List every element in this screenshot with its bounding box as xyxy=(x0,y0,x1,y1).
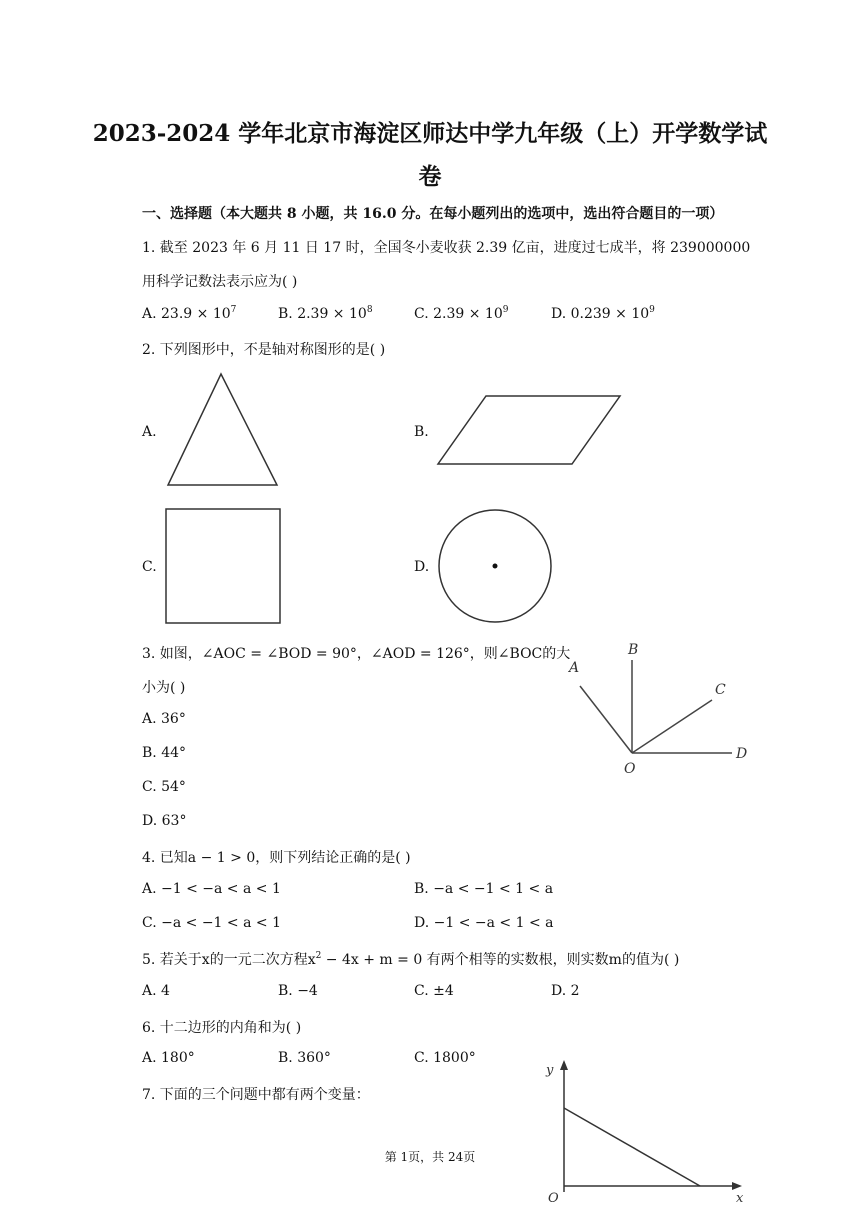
q3-stem-line1: 3. 如图，∠AOC = ∠BOD = 90°，∠AOD = 126°，则∠BOC的大 xyxy=(142,646,571,662)
q1-stem-line2: 用科学记数法表示应为( ) xyxy=(142,274,298,290)
label-b: B xyxy=(628,642,639,658)
q5-option-b: B. −4 xyxy=(278,983,318,999)
x-axis-label: x xyxy=(736,1191,744,1206)
q3-angle-figure xyxy=(560,636,760,781)
q6-option-b: B. 360° xyxy=(278,1050,331,1066)
parallelogram-shape xyxy=(438,396,620,464)
label-o: O xyxy=(624,761,636,777)
q1-option-b: B. $2.39 \times 10^8$ xyxy=(278,305,373,322)
q7-graph-figure xyxy=(536,1056,756,1208)
page-title-continued: 卷 xyxy=(418,163,442,190)
q3-stem-line2: 小为( ) xyxy=(142,680,186,696)
q5-stem: 5. 若关于x的一元二次方程$x^2 - 4x + m = 0$ 有两个相等的实数根，则实数m的值为( ) xyxy=(142,951,680,968)
q4-option-c: C. −a < −1 < a < 1 xyxy=(142,915,281,931)
q1-stem-line1: 1. 截至 2023 年 6 月 11 日 17 时，全国冬小麦收获 2.39 亿亩，进度过七成半，将 239000000 xyxy=(142,240,751,256)
ray-oa xyxy=(580,686,632,753)
q2-option-b-label: B. xyxy=(414,424,429,440)
y-axis-label: y xyxy=(546,1063,554,1078)
origin-label: O xyxy=(548,1191,559,1206)
triangle-shape xyxy=(168,374,277,485)
q6-option-a: A. 180° xyxy=(142,1050,195,1066)
q3-option-c: C. 54° xyxy=(142,779,186,795)
square-shape xyxy=(166,509,280,623)
q4-option-a: A. −1 < −a < a < 1 xyxy=(142,881,281,897)
q2-triangle-figure xyxy=(160,370,285,490)
q2-circle-figure xyxy=(435,507,559,629)
label-d: D xyxy=(736,746,748,762)
q2-square-figure xyxy=(160,503,288,628)
graph-line xyxy=(564,1108,700,1186)
circle-center-dot xyxy=(493,564,498,569)
q3-option-a: A. 36° xyxy=(142,711,186,727)
page-footer: 第 1页，共 24页 xyxy=(384,1150,476,1164)
q1-option-a: A. $23.9 \times 10^7$ xyxy=(142,305,237,322)
q2-parallelogram-figure xyxy=(432,390,627,470)
x-axis-arrow-icon xyxy=(732,1182,742,1190)
q6-stem: 6. 十二边形的内角和为( ) xyxy=(142,1020,302,1036)
q5-option-c: C. ±4 xyxy=(414,983,454,999)
page-title: 2023-2024 学年北京市海淀区师达中学九年级（上）开学数学试 xyxy=(92,120,768,147)
q3-option-d: D. 63° xyxy=(142,813,187,829)
q2-option-c-label: C. xyxy=(142,559,157,575)
q2-option-d-label: D. xyxy=(414,559,430,575)
q5-option-d: D. 2 xyxy=(551,983,580,999)
q4-option-d: D. −1 < −a < 1 < a xyxy=(414,915,554,931)
q2-option-a-label: A. xyxy=(142,424,157,440)
q4-option-b: B. −a < −1 < 1 < a xyxy=(414,881,554,897)
q7-stem: 7. 下面的三个问题中都有两个变量： xyxy=(142,1087,370,1103)
q2-stem: 2. 下列图形中，不是轴对称图形的是( ) xyxy=(142,342,386,358)
q3-option-b: B. 44° xyxy=(142,745,187,761)
q4-stem: 4. 已知a − 1 > 0，则下列结论正确的是( ) xyxy=(142,850,411,866)
q1-option-d: D. $0.239 \times 10^9$ xyxy=(551,305,655,322)
label-c: C xyxy=(715,682,726,698)
ray-oc xyxy=(632,700,712,753)
q5-option-a: A. 4 xyxy=(142,983,170,999)
q1-option-c: C. $2.39 \times 10^9$ xyxy=(414,305,509,322)
q6-option-c: C. 1800° xyxy=(414,1050,476,1066)
label-a: A xyxy=(569,660,580,676)
section-heading: 一、选择题（本大题共 8 小题，共 16.0 分。在每小题列出的选项中，选出符合题目的一项） xyxy=(142,206,724,222)
y-axis-arrow-icon xyxy=(560,1060,568,1070)
